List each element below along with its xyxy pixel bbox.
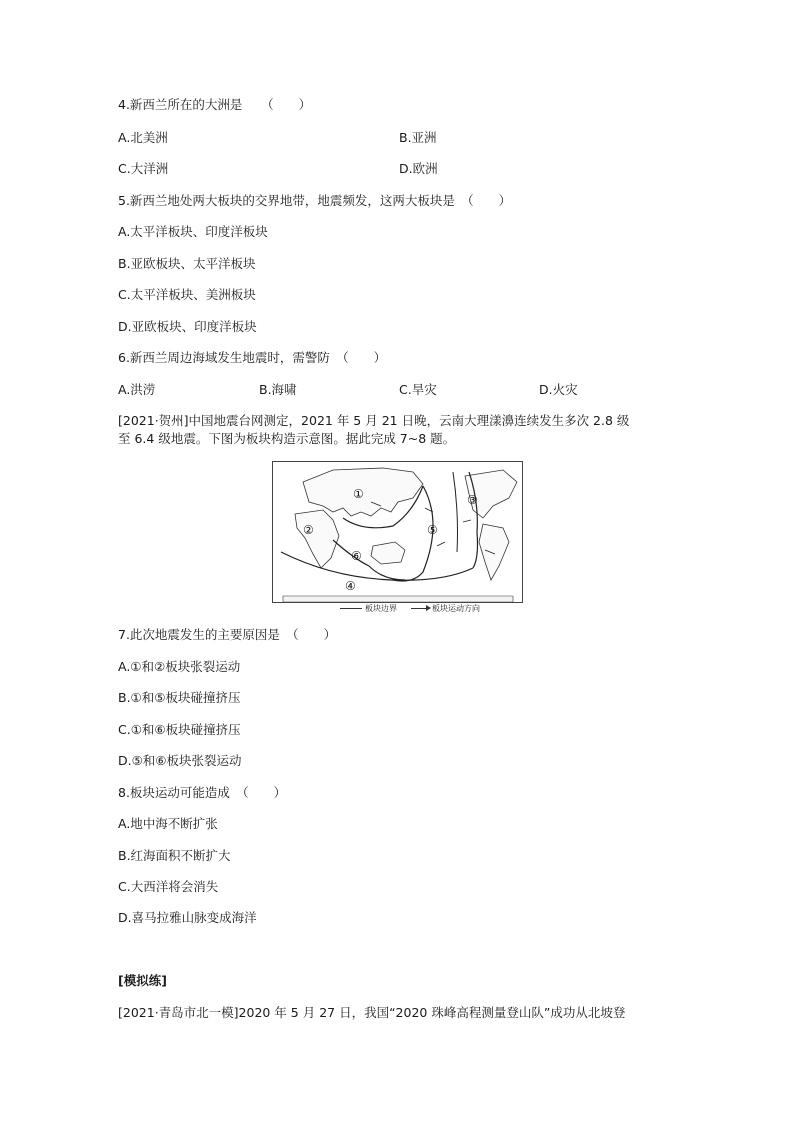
section-title: [模拟练] (118, 973, 167, 988)
legend-direction-label: 板块运动方向 (432, 604, 480, 613)
question-5-option-c: C.太平洋板块、美洲板块 (118, 287, 256, 302)
question-4-option-c: C.大洋洲 (118, 161, 169, 176)
plate-label-4: ④ (345, 579, 356, 593)
question-8-option-a: A.地中海不断扩张 (118, 816, 218, 831)
question-8-stem: 8.板块运动可能造成 （ ） (118, 785, 287, 800)
plate-motion-arrow (463, 520, 471, 522)
question-6-option-c: C.旱灾 (399, 382, 437, 397)
boundary-legend-swatch (340, 608, 362, 609)
context-line-2: 至 6.4 级地震。下图为板块构造示意图。据此完成 7~8 题。 (118, 431, 456, 446)
plate-label-5: ⑤ (427, 523, 438, 537)
section-line-1: [2021·青岛市北一模]2020 年 5 月 27 日，我国“2020 珠峰高程测量登山队”成功从北坡登 (118, 1005, 626, 1020)
question-5-option-d: D.亚欧板块、印度洋板块 (118, 319, 257, 334)
question-4-option-b: B.亚洲 (399, 130, 437, 145)
plate-map-drawing (273, 462, 522, 602)
question-4-option-a: A.北美洲 (118, 130, 168, 145)
question-8-option-d: D.喜马拉雅山脉变成海洋 (118, 910, 257, 925)
plate-map (272, 461, 523, 603)
direction-legend-swatch (411, 608, 429, 609)
question-8-option-b: B.红海面积不断扩大 (118, 848, 231, 863)
question-4-stem: 4.新西兰所在的大洲是 （ ） (118, 97, 312, 112)
question-6-stem: 6.新西兰周边海域发生地震时，需警防 （ ） (118, 350, 387, 365)
question-7-option-a: A.①和②板块张裂运动 (118, 659, 241, 674)
question-6-option-a: A.洪涝 (118, 382, 156, 397)
question-7-option-d: D.⑤和⑥板块张裂运动 (118, 753, 242, 768)
plate-label-2: ② (303, 523, 314, 537)
plate-label-1: ① (353, 487, 364, 501)
question-4-option-d: D.欧洲 (399, 161, 438, 176)
question-5-option-a: A.太平洋板块、印度洋板块 (118, 224, 268, 239)
question-6-option-d: D.火灾 (539, 382, 578, 397)
plate-label-3: ③ (467, 493, 478, 507)
plate-motion-arrow (437, 542, 445, 546)
question-6-option-b: B.海啸 (259, 382, 297, 397)
question-7-option-c: C.①和⑥板块碰撞挤压 (118, 722, 241, 737)
antarctica-landmass (283, 596, 513, 602)
legend-boundary-label: 板块边界 (365, 604, 397, 613)
question-7-stem: 7.此次地震发生的主要原因是 （ ） (118, 627, 337, 642)
question-8-option-c: C.大西洋将会消失 (118, 879, 219, 894)
plate-boundary (453, 472, 458, 552)
question-5-option-b: B.亚欧板块、太平洋板块 (118, 256, 256, 271)
map-legend (340, 603, 480, 614)
australia-landmass (371, 542, 405, 564)
africa-landmass (295, 510, 339, 568)
question-5-stem: 5.新西兰地处两大板块的交界地带，地震频发，这两大板块是 （ ） (118, 193, 512, 208)
plate-label-6: ⑥ (351, 549, 362, 563)
context-line-1: [2021·贺州]中国地震台网测定，2021 年 5 月 21 日晚，云南大理漾濞连续发生多次 2.8 级 (118, 413, 630, 428)
south-america-landmass (479, 524, 509, 580)
question-7-option-b: B.①和⑤板块碰撞挤压 (118, 690, 241, 705)
